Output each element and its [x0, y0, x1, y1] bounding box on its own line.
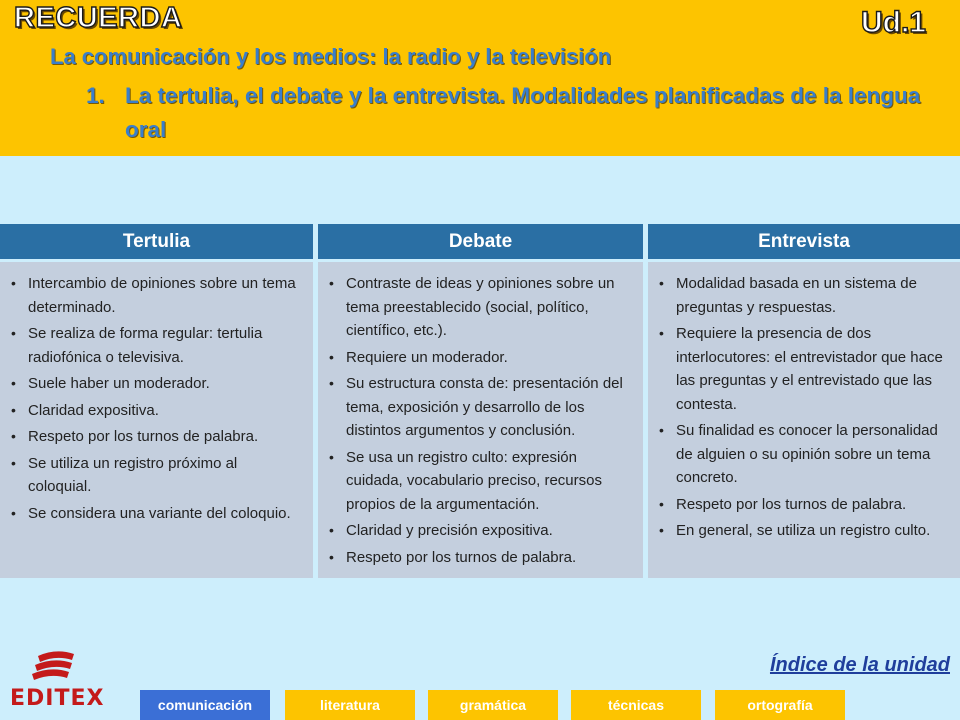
bullet-icon: • — [329, 275, 334, 291]
bullet-icon: • — [659, 422, 664, 438]
column-entrevista — [648, 224, 960, 578]
comparison-table — [0, 224, 960, 578]
tab-tecnicas[interactable]: técnicas — [571, 690, 701, 720]
column-body — [648, 262, 960, 578]
list-item-text: Requiere la presencia de dos interlocutores: el entrevistador que hace las preguntas y el entrevistado que las contesta. — [676, 325, 943, 413]
list-item — [659, 272, 950, 319]
column-body — [0, 262, 313, 578]
tab-literatura[interactable]: literatura — [285, 690, 415, 720]
list-item — [329, 272, 633, 343]
list-item — [659, 519, 950, 543]
bullet-icon: • — [329, 448, 334, 465]
list-item-text: Requiere un moderador. — [346, 348, 508, 366]
list-item — [329, 519, 633, 543]
bullet-icon: • — [11, 428, 16, 444]
list-item — [659, 493, 950, 517]
list-item — [329, 372, 633, 443]
header-banner — [0, 0, 960, 156]
list-item-text: Respeto por los turnos de palabra. — [676, 495, 907, 513]
list-item — [11, 322, 303, 369]
list-item — [11, 399, 303, 423]
column-header: Debate — [318, 224, 643, 259]
tab-gramatica[interactable]: gramática — [428, 690, 558, 720]
bullet-icon: • — [659, 325, 664, 341]
list-item-text: Respeto por los turnos de palabra. — [346, 548, 577, 566]
list-item — [11, 272, 303, 319]
unit-label: Ud.1 — [860, 6, 926, 39]
list-item — [11, 425, 303, 449]
item-list — [318, 262, 643, 569]
list-item-text: Claridad y precisión expositiva. — [346, 522, 553, 539]
bullet-icon: • — [11, 375, 16, 391]
bullet-icon: • — [11, 454, 16, 471]
column-header: Tertulia — [0, 224, 313, 259]
bullet-icon: • — [11, 275, 16, 291]
bullet-icon: • — [329, 522, 334, 538]
item-list — [648, 262, 960, 543]
recuerda-title: RECUERDA — [14, 2, 183, 34]
list-item-text: Intercambio de opiniones sobre un tema determinado. — [28, 275, 296, 316]
section-subtitle: La comunicación y los medios: la radio y la televisión — [50, 44, 612, 69]
list-item — [11, 502, 303, 526]
bullet-icon: • — [329, 348, 334, 365]
list-item — [329, 446, 633, 517]
column-debate — [318, 224, 643, 578]
bullet-icon: • — [659, 522, 664, 538]
bullet-icon: • — [659, 495, 664, 512]
editex-logo-text: EDITEX — [10, 686, 105, 711]
unit-index-link[interactable]: Índice de la unidad — [769, 654, 950, 676]
list-item-text: Se usa un registro culto: expresión cuidada, vocabulario preciso, recursos propios de la argumentación. — [346, 448, 602, 513]
item-list — [0, 262, 313, 525]
list-item — [659, 419, 950, 490]
section-tabs — [140, 690, 850, 720]
tab-comunicacion[interactable]: comunicación — [140, 690, 270, 720]
list-item-text: Se considera una variante del coloquio. — [28, 504, 291, 522]
column-body — [318, 262, 643, 578]
list-item — [329, 546, 633, 570]
list-item — [329, 346, 633, 370]
list-item-text: Su finalidad es conocer la personalidad de alguien o su opinión sobre un tema concreto. — [676, 422, 938, 486]
list-item-text: Su estructura consta de: presentación del tema, exposición y desarrollo de los distintos argumentos y conclusión. — [346, 375, 623, 439]
column-tertulia — [0, 224, 313, 578]
bullet-icon: • — [329, 375, 334, 391]
list-item — [11, 372, 303, 396]
list-item — [11, 452, 303, 499]
list-item — [659, 322, 950, 416]
list-item-text: Modalidad basada en un sistema de preguntas y respuestas. — [676, 275, 917, 316]
list-item-text: Suele haber un moderador. — [28, 375, 210, 392]
point-text: La tertulia, el debate y la entrevista. Modalidades planificadas de la lengua oral — [125, 83, 921, 142]
bullet-icon: • — [11, 325, 16, 341]
column-header: Entrevista — [648, 224, 960, 259]
point-number: 1. — [86, 83, 105, 108]
list-item-text: Se utiliza un registro próximo al coloquial. — [28, 454, 238, 495]
list-item-text: En general, se utiliza un registro culto. — [676, 522, 931, 539]
bullet-icon: • — [329, 548, 334, 565]
tab-ortografia[interactable]: ortografía — [715, 690, 845, 720]
list-item-text: Se realiza de forma regular: tertulia radiofónica o televisiva. — [28, 325, 263, 366]
bullet-icon: • — [11, 401, 16, 418]
list-item-text: Claridad expositiva. — [28, 401, 159, 419]
list-item-text: Respeto por los turnos de palabra. — [28, 428, 259, 445]
list-item-text: Contraste de ideas y opiniones sobre un tema preestablecido (social, político, científico, etc.). — [346, 275, 615, 339]
bullet-icon: • — [11, 504, 16, 521]
bullet-icon: • — [659, 275, 664, 291]
